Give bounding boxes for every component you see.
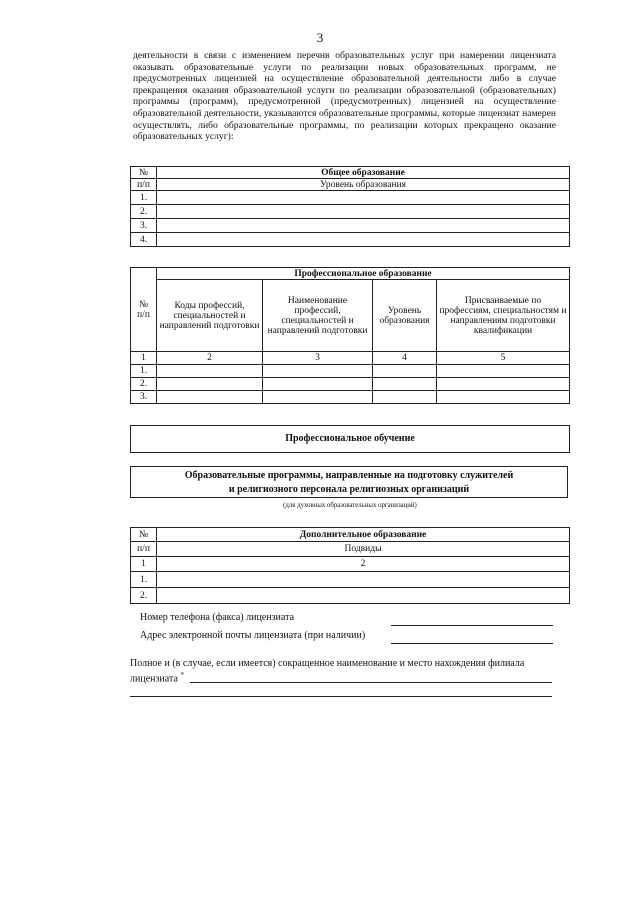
col-no-header: №	[131, 528, 157, 542]
table-cell	[373, 378, 437, 391]
general-education-table	[130, 166, 570, 247]
intro-text-last: образовательных услуг):	[133, 131, 234, 143]
email-label: Адрес электронной почты лицензиата (при наличии)	[140, 630, 366, 641]
row-number: 1.	[131, 191, 157, 205]
branch-label: лицензиата	[130, 673, 178, 685]
column-number: 2	[157, 557, 570, 572]
religious-programs-title-1: Образовательные программы, направленные на подготовку служителей	[184, 470, 514, 481]
branch-line-2	[130, 671, 184, 684]
professional-training-title: Профессиональное обучение	[285, 433, 415, 444]
table-cell	[157, 219, 570, 233]
table-cell	[437, 378, 570, 391]
table-cell	[263, 365, 373, 378]
col-no-header: №	[131, 167, 157, 179]
table-cell	[263, 378, 373, 391]
row-number: 3.	[131, 391, 157, 404]
col-pp-header: п/п	[131, 542, 157, 557]
row-number: 1.	[131, 365, 157, 378]
branch-field-line-2	[130, 696, 552, 697]
additional-education-title: Дополнительное образование	[157, 528, 570, 542]
col-no-header: № п/п	[131, 268, 157, 352]
column-number: 3	[263, 352, 373, 365]
branch-line-1: Полное и (в случае, если имеется) сокращенное наименование и место нахождения филиала	[130, 658, 525, 669]
level-header: Уровень образования	[373, 280, 437, 352]
professional-education-title: Профессиональное образование	[157, 268, 570, 280]
column-number: 1	[131, 557, 157, 572]
religious-programs-note: (для духовных образовательных организаций)	[283, 502, 417, 509]
table-cell	[373, 365, 437, 378]
table-cell	[437, 365, 570, 378]
column-number: 5	[437, 352, 570, 365]
table-cell	[157, 365, 263, 378]
table-cell	[373, 391, 437, 404]
qualifications-header: Присваиваемые по профессиям, специальностям и направлениям подготовки квалификации	[437, 280, 570, 352]
table-cell	[157, 191, 570, 205]
phone-field-line	[391, 625, 553, 626]
table-cell	[157, 205, 570, 219]
religious-programs-title-2: и религиозного персонала религиозных организаций	[228, 484, 470, 495]
table-cell	[157, 378, 263, 391]
table-cell	[157, 233, 570, 247]
intro-paragraph	[133, 50, 556, 143]
phone-label: Номер телефона (факса) лицензиата	[140, 612, 295, 623]
additional-education-table	[130, 527, 570, 604]
table-cell	[263, 391, 373, 404]
column-number: 4	[373, 352, 437, 365]
education-level-header: Уровень образования	[157, 179, 570, 191]
table-cell	[157, 588, 570, 604]
row-number: 4.	[131, 233, 157, 247]
general-education-title: Общее образование	[157, 167, 570, 179]
codes-header: Коды профессий, специальностей и направлений подготовки	[157, 280, 263, 352]
professional-training-box	[130, 425, 570, 453]
intro-text: деятельности в связи с изменением перечня образовательных услуг при намерении лицензиата оказывать образовательные услуги по реализации новых образовательных программ, не предусмотренных лицензией на осуществление образовательной деятельности либо в случае прекращения оказания образовательной услуги по реализации образовательной (образовательных) программы (программ), предусмотренной (предусмотренных) лицензией на осуществление образовательной деятельности, указываются образовательные программы, которые лицензиат намерен осуществлять, либо образовательные программы, по реализации которых прекращено оказание	[133, 50, 556, 131]
column-number: 2	[157, 352, 263, 365]
row-number: 2.	[131, 588, 157, 604]
col-pp-header: п/п	[131, 179, 157, 191]
table-cell	[157, 572, 570, 588]
table-cell	[437, 391, 570, 404]
column-number: 1	[131, 352, 157, 365]
religious-programs-box	[130, 466, 568, 498]
row-number: 2.	[131, 205, 157, 219]
page-number: 3	[316, 30, 324, 45]
row-number: 2.	[131, 378, 157, 391]
names-header: Наименование профессий, специальностей и направлений подготовки	[263, 280, 373, 352]
footnote-mark: *	[180, 671, 184, 679]
row-number: 3.	[131, 219, 157, 233]
table-cell	[157, 391, 263, 404]
row-number: 1.	[131, 572, 157, 588]
email-field-line	[391, 643, 553, 644]
branch-field-line-1	[190, 682, 552, 683]
professional-education-table	[130, 267, 570, 404]
subtypes-header: Подвиды	[157, 542, 570, 557]
